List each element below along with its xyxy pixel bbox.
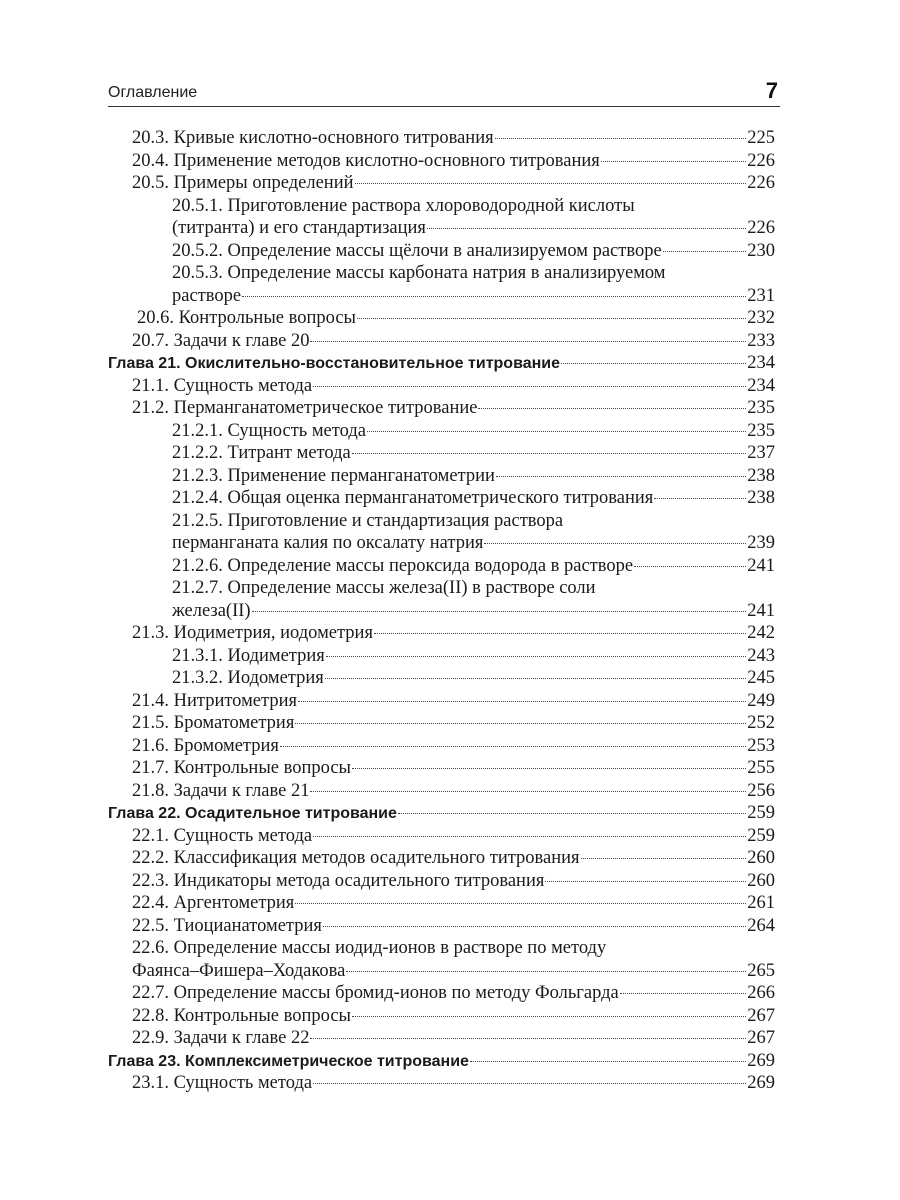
toc-entry-line [108,712,775,735]
toc-entry-title: 20.7. Задачи к главе 20 [132,330,310,351]
toc-page-number: 267 [747,1028,775,1048]
dot-leader [478,408,746,409]
toc-entry [108,622,775,645]
dot-leader [495,138,747,139]
toc-entry [108,465,775,488]
toc-entry-line [108,487,775,510]
toc-entry [108,847,775,870]
toc-page-number: 230 [747,240,775,261]
toc-page-number: 269 [747,1050,775,1071]
toc-entry-line [108,780,775,803]
toc-entry [108,757,775,780]
dot-leader [355,183,747,184]
toc-entry-title: 20.4. Применение методов кислотно-основного титрования [132,150,600,171]
toc-entry-line [108,172,775,195]
toc-page-number: 235 [747,398,775,418]
toc-page-number: 265 [747,960,775,981]
toc-page-number: 255 [747,758,775,778]
dot-leader [295,723,746,724]
toc-entry [108,397,775,420]
dot-leader [357,318,746,319]
toc-entry-title: 21.2.5. Приготовление и стандартизация раствора [172,510,564,531]
toc-entry-line [108,397,775,420]
dot-leader [313,1083,746,1084]
toc-entry-continuation: железа(II) [172,600,251,621]
dot-leader [601,161,746,162]
toc-entry-continuation: Фаянса–Фишера–Ходакова [132,960,346,981]
toc-entry-title: 22.9. Задачи к главе 22 [132,1028,310,1048]
toc-page-number: 235 [747,420,775,441]
toc-entry-line [108,1072,775,1095]
header-title: Оглавление [108,84,198,101]
toc-page-number: 234 [747,375,775,396]
toc-entry-title: 21.2.2. Титрант метода [172,443,351,463]
toc-entry-title: 23.1. Сущность метода [132,1073,313,1093]
toc-entry-title: 21.2.7. Определение массы железа(II) в растворе соли [172,578,596,598]
toc-entry-line [108,555,775,578]
dot-leader [326,656,746,657]
toc-entry [108,667,775,690]
dot-leader [310,1038,746,1039]
toc-entry-title: Глава 22. Осадительное титрование [108,805,397,822]
toc-entry-title: 21.4. Нитритометрия [132,690,297,711]
toc-page-number: 238 [747,465,775,486]
dot-leader [620,993,747,994]
toc-page-number: 234 [747,353,775,373]
toc-entry-line [108,982,775,1005]
toc-entry-title: 21.2.6. Определение массы пероксида водорода в растворе [172,555,634,576]
dot-leader [310,791,746,792]
dot-leader [352,1016,746,1017]
toc-entry-title: 21.2.3. Применение перманганатометрии [172,465,495,486]
toc-entry-line [108,240,775,263]
dot-leader [280,746,746,747]
toc-page-number: 249 [747,690,775,711]
toc-page-number: 238 [747,488,775,508]
toc-entry-title: 22.5. Тиоцианатометрия [132,915,322,936]
toc-entry-line [108,1027,775,1050]
toc-entry [108,240,775,263]
toc-entry-line [108,150,775,173]
table-of-contents [108,127,775,1095]
toc-entry-title: 20.5. Примеры определений [132,173,354,193]
toc-entry-title: Глава 21. Окислительно-восстановительное титрование [108,355,560,372]
dot-leader [367,431,746,432]
toc-entry [108,1005,775,1028]
toc-entry-line [108,622,775,645]
toc-entry [108,420,775,443]
toc-page-number: 266 [747,983,775,1003]
toc-entry [108,577,775,622]
toc-page-number: 239 [747,533,775,553]
toc-page-number: 237 [747,443,775,463]
toc-entry-title: 20.5.3. Определение массы карбоната натрия в анализируемом [172,263,666,283]
toc-page-number: 233 [747,330,775,351]
toc-page-number: 241 [747,600,775,621]
dot-leader [496,476,746,477]
toc-entry-continuation: (титранта) и его стандартизация [172,218,426,238]
toc-page-number: 252 [747,713,775,733]
toc-entry-line [108,442,775,465]
toc-entry [108,172,775,195]
toc-page-number: 267 [747,1005,775,1026]
toc-page-number: 232 [747,308,775,328]
toc-page-number: 241 [747,555,775,576]
toc-entry [108,982,775,1005]
toc-page-number: 226 [747,150,775,171]
toc-entry [108,825,775,848]
toc-entry-title: 21.6. Бромометрия [132,735,279,756]
toc-entry-line [108,330,775,353]
dot-leader [545,881,746,882]
toc-entry-line [108,892,775,915]
dot-leader [654,498,746,499]
toc-entry [108,555,775,578]
toc-entry-line [108,1005,775,1028]
toc-entry-title: 21.5. Броматометрия [132,713,295,733]
toc-entry-line [108,465,775,488]
toc-entry [108,262,775,307]
header-divider [108,106,780,107]
toc-entry-title: 21.3.2. Иодометрия [172,668,324,688]
dot-leader [352,768,746,769]
toc-entry [108,712,775,735]
toc-entry-line [108,667,775,690]
toc-entry-title: 22.8. Контрольные вопросы [132,1005,351,1026]
toc-entry-title: 22.1. Сущность метода [132,825,313,846]
toc-entry-title: 21.2.4. Общая оценка перманганатометрического титрования [172,488,654,508]
toc-entry-title: 21.2.1. Сущность метода [172,420,366,441]
dot-leader [313,386,746,387]
toc-chapter-entry [108,352,775,375]
toc-entry [108,487,775,510]
toc-entry [108,510,775,555]
toc-entry [108,442,775,465]
running-header [108,78,780,106]
toc-page-number: 259 [747,803,775,823]
toc-entry-title: 21.1. Сущность метода [132,375,313,396]
toc-page-number: 261 [747,893,775,913]
toc-entry-line [108,847,775,870]
toc-entry [108,330,775,353]
toc-page-number: 245 [747,668,775,688]
toc-entry-title: 21.2. Перманганатометрическое титрование [132,398,478,418]
toc-entry [108,690,775,713]
page-number: 7 [765,78,778,103]
dot-leader [310,341,746,342]
toc-page-number: 260 [747,848,775,868]
toc-entry-title: 20.5.2. Определение массы щёлочи в анализируемом растворе [172,240,662,261]
dot-leader [346,971,746,972]
toc-entry [108,780,775,803]
toc-entry [108,870,775,893]
toc-entry-line [108,735,775,758]
toc-page-number: 243 [747,645,775,666]
toc-entry-title: Глава 23. Комплексиметрическое титрование [108,1052,469,1070]
toc-entry [108,892,775,915]
toc-entry-line [108,375,775,398]
toc-entry [108,375,775,398]
toc-page-number: 259 [747,825,775,846]
toc-entry-line [108,825,775,848]
dot-leader [323,926,746,927]
dot-leader [252,611,747,612]
dot-leader [352,453,747,454]
toc-entry [108,1027,775,1050]
toc-entry-line [108,915,775,938]
toc-entry-title: 22.2. Классификация методов осадительного титрования [132,848,580,868]
dot-leader [427,228,746,229]
toc-entry-title: 20.5.1. Приготовление раствора хлороводородной кислоты [172,195,635,216]
toc-page-number: 242 [747,623,775,643]
toc-entry-title: 21.3. Иодиметрия, иодометрия [132,623,373,643]
toc-page-number: 226 [747,218,775,238]
toc-page-number: 226 [747,173,775,193]
toc-entry-line [108,1050,775,1073]
toc-page-number: 253 [747,735,775,756]
toc-entry-line [108,127,775,150]
toc-entry [108,150,775,173]
toc-page-number: 225 [747,128,775,148]
toc-entry-line [108,532,775,555]
toc-entry-line [108,352,775,375]
toc-entry-title: 22.3. Индикаторы метода осадительного титрования [132,870,545,891]
toc-entry-line [108,802,775,825]
toc-page-number: 264 [747,915,775,936]
toc-entry-line [108,217,775,240]
toc-entry-line [108,600,775,623]
dot-leader [242,296,746,297]
dot-leader [313,836,746,837]
toc-entry-title: 21.3.1. Иодиметрия [172,645,325,666]
toc-entry-title: 21.8. Задачи к главе 21 [132,780,310,801]
toc-entry [108,195,775,240]
dot-leader [398,813,746,814]
toc-entry-title: 22.7. Определение массы бромид-ионов по методу Фольгарда [132,983,619,1003]
toc-entry [108,735,775,758]
dot-leader [634,566,746,567]
toc-entry-title: 21.7. Контрольные вопросы [132,758,351,778]
toc-entry [108,127,775,150]
toc-entry-line [108,690,775,713]
toc-entry-line [108,960,775,983]
dot-leader [663,251,747,252]
toc-entry [108,937,775,982]
dot-leader [295,903,746,904]
toc-entry-title: 20.6. Контрольные вопросы [137,308,356,328]
toc-entry [108,1072,775,1095]
toc-entry-line [108,420,775,443]
toc-page-number: 256 [747,780,775,801]
toc-entry-title: 22.6. Определение массы иодид-ионов в растворе по методу [132,938,607,958]
toc-entry-line [108,870,775,893]
dot-leader [298,701,746,702]
toc-entry-title: 20.3. Кривые кислотно-основного титрования [132,128,494,148]
toc-page-number: 231 [747,285,775,306]
toc-page-number: 260 [747,870,775,891]
toc-entry-line [108,307,775,330]
toc-entry-line [108,645,775,668]
toc-entry-continuation: растворе [172,285,242,306]
toc-chapter-entry [108,802,775,825]
toc-page-number: 269 [747,1073,775,1093]
toc-entry [108,915,775,938]
dot-leader [561,363,746,364]
dot-leader [374,633,746,634]
toc-entry-line [108,285,775,308]
toc-chapter-entry [108,1050,775,1073]
dot-leader [325,678,746,679]
dot-leader [484,543,746,544]
dot-leader [581,858,747,859]
toc-entry [108,307,775,330]
toc-entry-continuation: перманганата калия по оксалату натрия [172,533,484,553]
toc-entry-title: 22.4. Аргентометрия [132,893,295,913]
dot-leader [470,1061,746,1062]
toc-entry [108,645,775,668]
toc-entry-line [108,757,775,780]
